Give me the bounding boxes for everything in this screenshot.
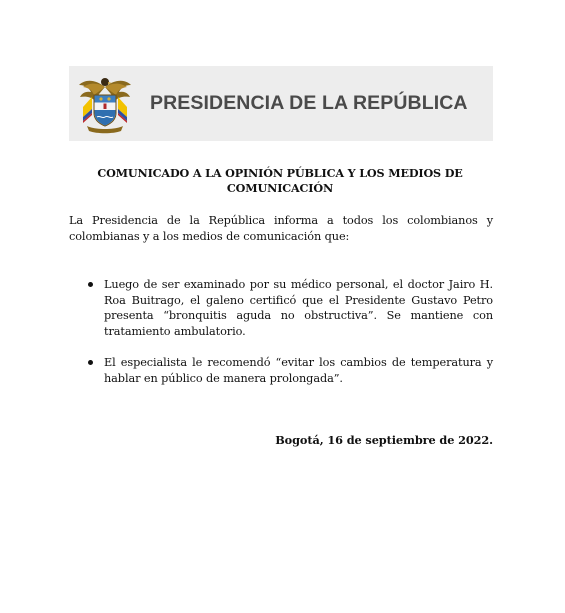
list-item [69,355,493,386]
place-and-date: Bogotá, 16 de septiembre de 2022. [275,433,493,447]
bullet-text: El especialista le recomendó “evitar los cambios de temperatura y hablar en público de manera prolongada”. [104,356,493,385]
bullet-icon [88,360,93,365]
list-item [69,277,493,339]
document-title: COMUNICADO A LA OPINIÓN PÚBLICA Y LOS MEDIOS DE COMUNICACIÓN [97,166,463,195]
bullet-text: Luego de ser examinado por su médico personal, el doctor Jairo H. Roa Buitrago, el galeno certificó que el Presidente Gustavo Petro presenta “bronquitis aguda no obstructiva”. Se mantiene con tratamiento ambulatorio. [104,278,493,338]
letterhead [69,66,493,141]
organization-name: PRESIDENCIA DE LA REPÚBLICA [150,92,468,114]
bullet-list [69,277,493,402]
bullet-icon [88,282,93,287]
colombia-coat-of-arms-icon [77,73,133,135]
intro-paragraph: La Presidencia de la República informa a todos los colombianos y colombianas y a los medios de comunicación que: [69,214,493,243]
